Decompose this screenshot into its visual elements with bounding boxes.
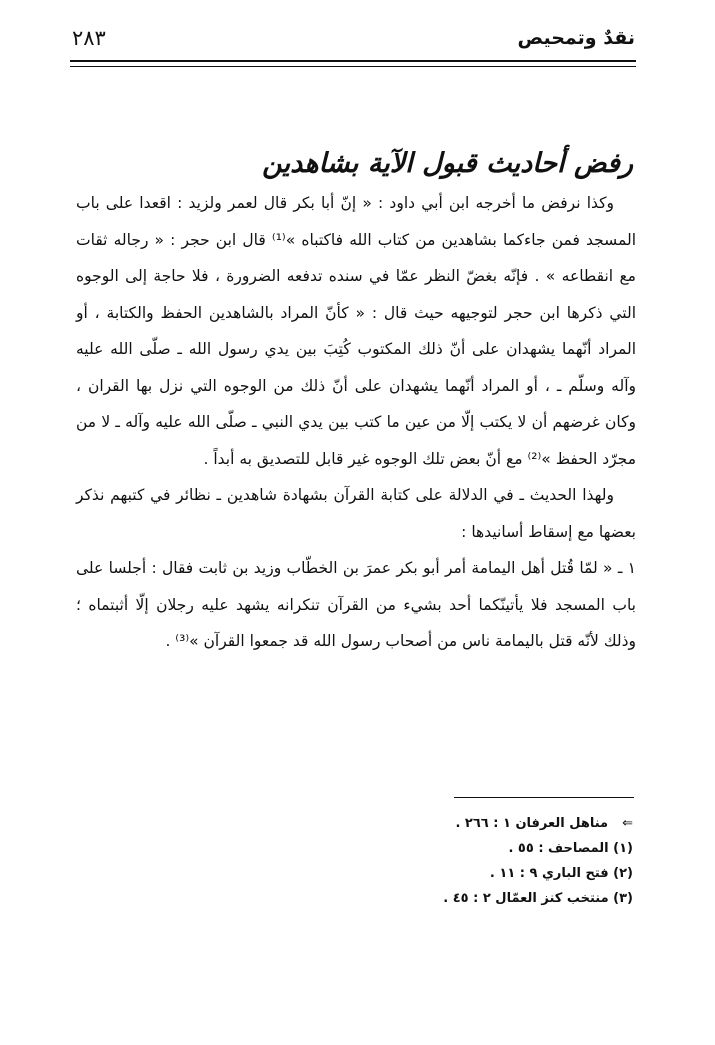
footnote-3: (٣) منتخب كنز العمّال ٢ : ٤٥ . (443, 891, 633, 906)
footnote-separator (454, 797, 634, 798)
header-rule-thick (70, 60, 636, 62)
footnote-2: (٢) فتح الباري ٩ : ١١ . (489, 866, 633, 881)
running-title: نقدٌ وتمحيص (517, 27, 635, 49)
page-number: ٢٨٣ (72, 26, 106, 50)
paragraph-3: ١ ـ « لمّا قُتل أهل اليمامة أمر أبو بكر عمرَ بن الخطّاب وزيد بن ثابت فقال : أجلسا على باب المسجد فلا يأتينّكما أحد بشيء من القرآن تنكرانه يشهد عليه رجلان إلّا أثبتماه ؛ وذلك لأنّه قتل باليمامة ناس من أصحاب رسول الله قد جمعوا القرآن »⁽³⁾ . (76, 559, 636, 650)
section-title: رفض أحاديث قبول الآية بشاهدين (262, 148, 633, 180)
paragraph-2: ولهذا الحديث ـ في الدلالة على كتابة القرآن بشهادة شاهدين ـ نظائر في كتبهم نذكر بعضها مع إسقاط أسانيدها : (76, 486, 636, 541)
footnote-continuation-text: مناهل العرفان ١ : ٢٦٦ . (455, 816, 609, 831)
paragraph-1: وكذا نرفض ما أخرجه ابن أبي داود : « إنّ أبا بكر قال لعمر ولزيد : اقعدا على باب المسجد فمن جاءكما بشاهدين من كتاب الله فاكتباه »⁽¹⁾ قال ابن حجر : « رجاله ثقات مع انقطاعه » . فإنّه بغضّ النظر عمّا في سنده تدفعه الضرورة ، فلا حاجة إلى الوجوه التي ذكرها ابن حجر لتوجيهه حيث قال : « كأنّ المراد بالشاهدين الحفظ والكتابة ، أو المراد أنّهما يشهدان على أنّ ذلك المكتوب كُتِبَ بين يدي رسول الله ـ صلّى الله عليه وآله وسلّم ـ ، أو المراد أنّهما يشهدان على أنّ ذلك من الوجوه التي نزل بها القران ، وكان غرضهم أن لا يكتب إلّا من عين ما كتب بين يدي النبي ـ صلّى الله عليه وآله ـ لا من مجرّد الحفظ »⁽²⁾ مع أنّ بعض تلك الوجوه غير قابل للتصديق به أبداً . (76, 194, 637, 468)
header-rule-thin (70, 66, 636, 67)
footnote-continuation (333, 811, 633, 836)
footnote-1: (١) المصاحف : ٥٥ . (508, 841, 633, 856)
body-text (76, 185, 636, 660)
continuation-arrow-icon: ⇐ (622, 816, 633, 831)
footnotes (333, 811, 633, 911)
